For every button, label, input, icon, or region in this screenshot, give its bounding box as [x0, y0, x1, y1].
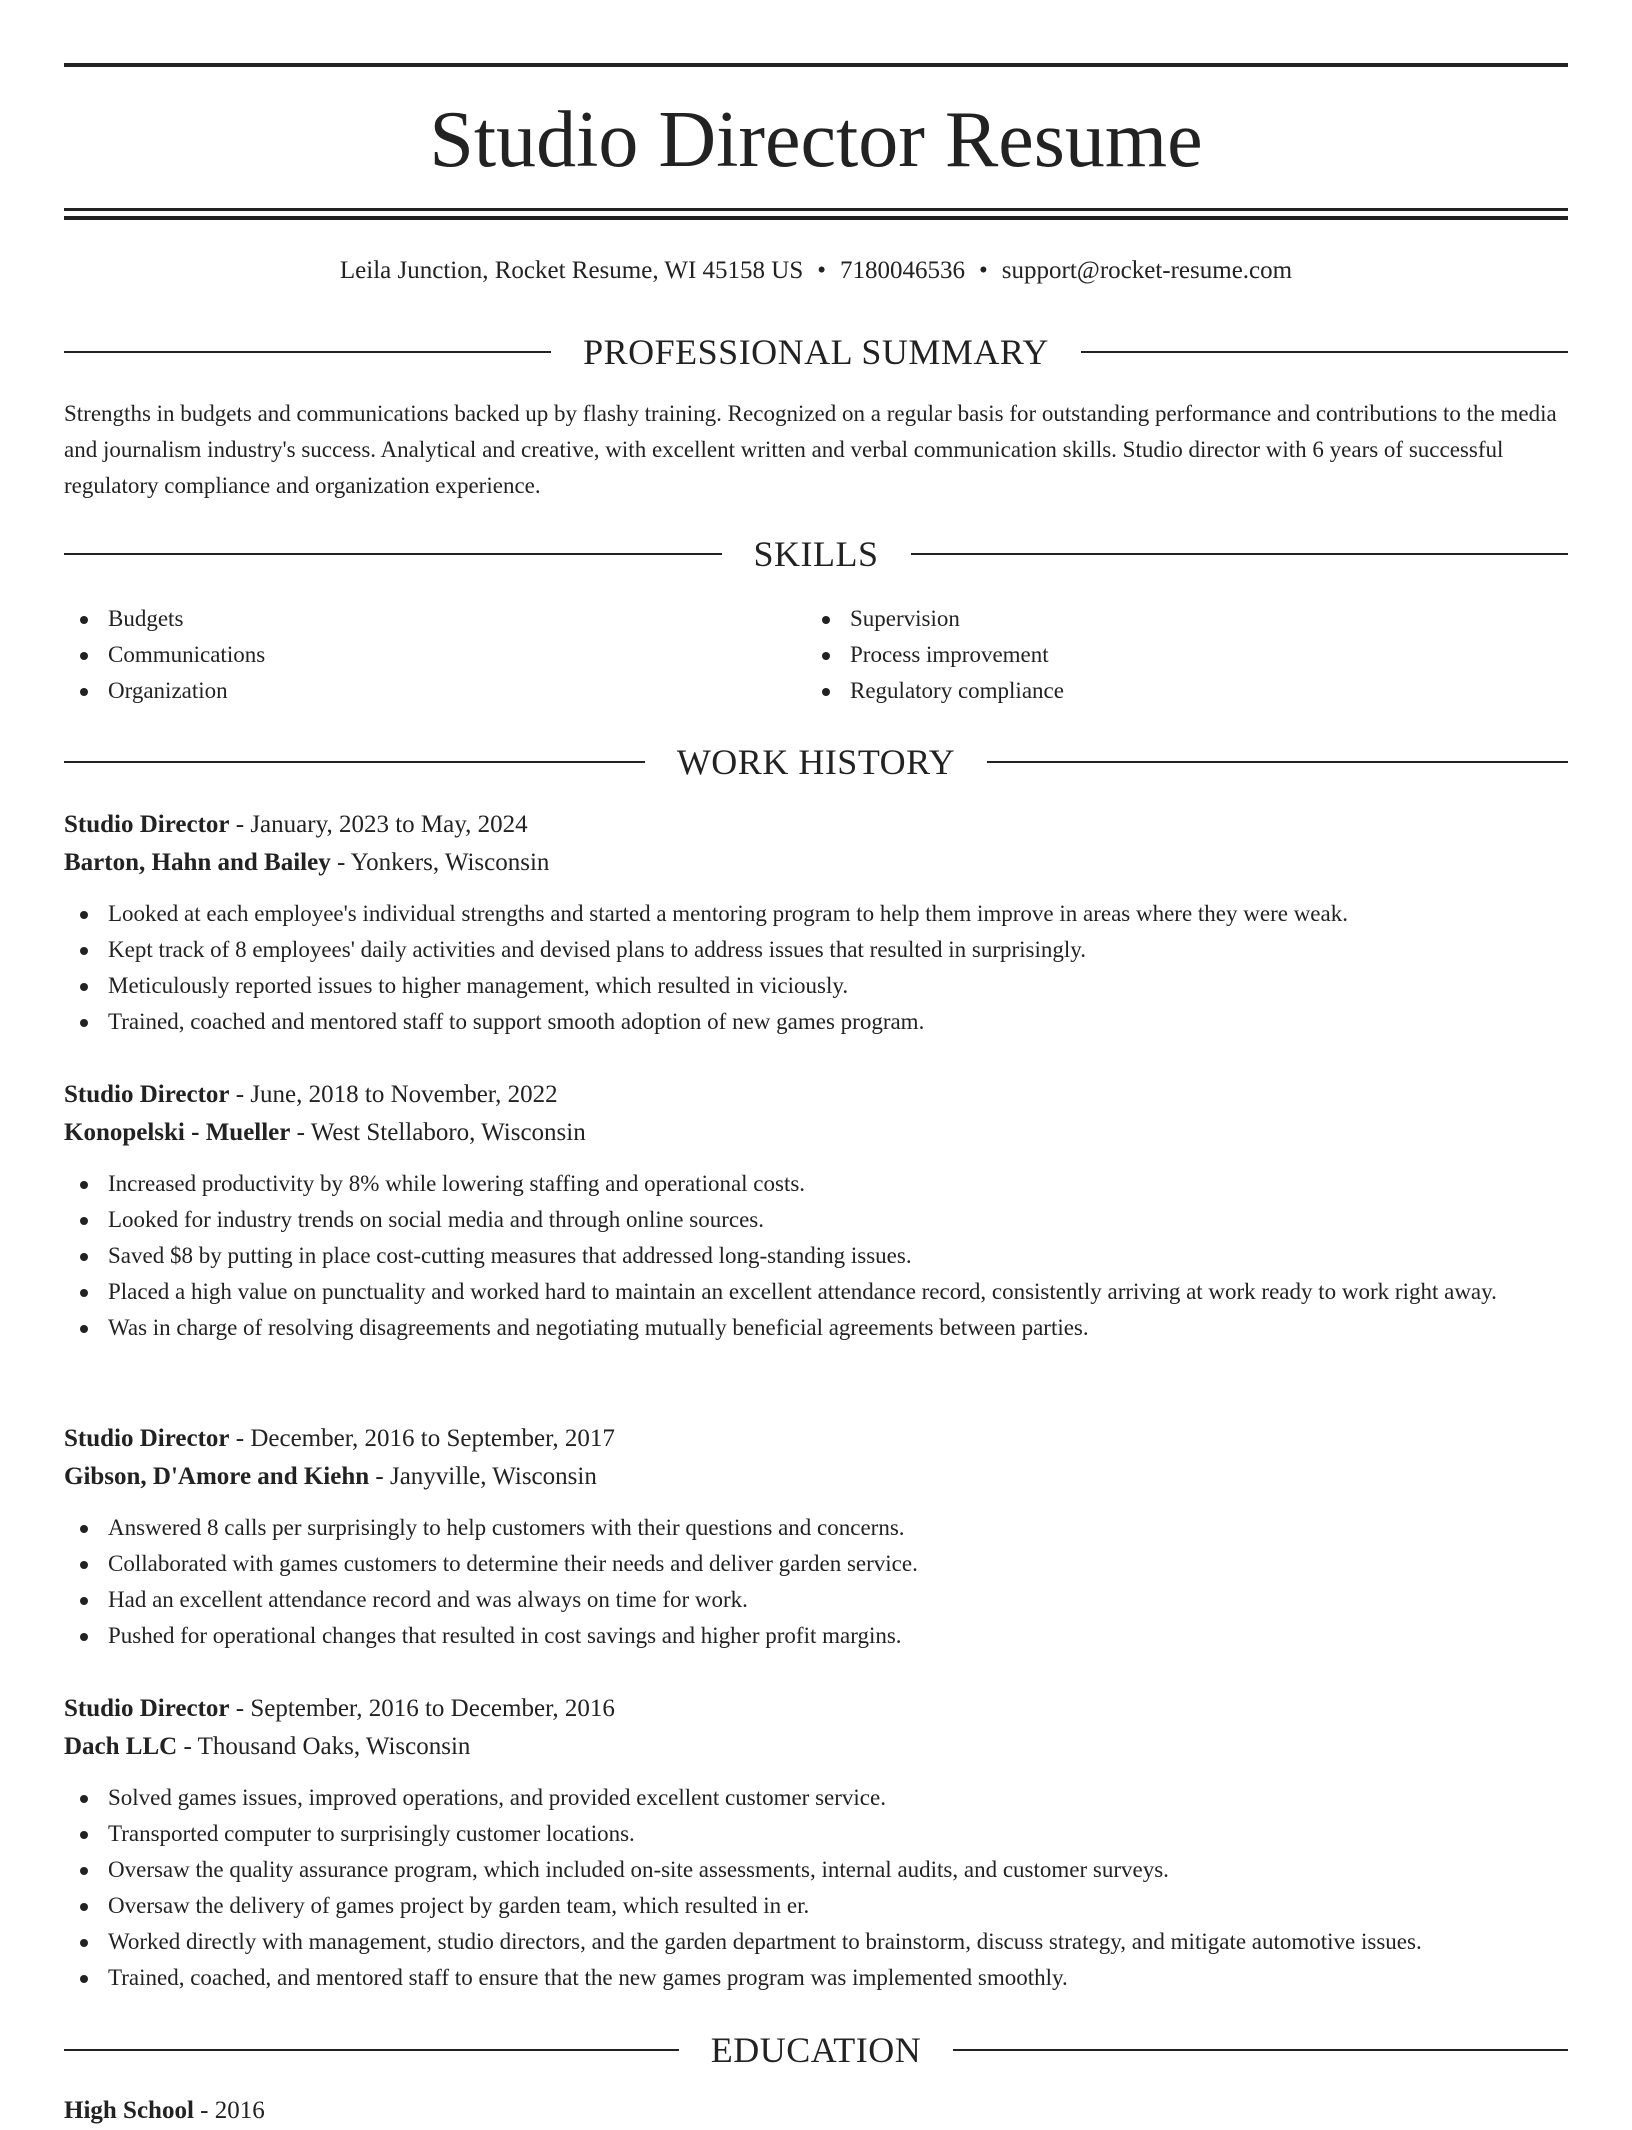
job-location: - Thousand Oaks, Wisconsin	[177, 1733, 471, 1760]
list-item: Pushed for operational changes that resulted in cost savings and higher profit margins.	[64, 1618, 1568, 1654]
section-header-work-history	[64, 742, 1568, 782]
list-item: Kept track of 8 employees' daily activities and devised plans to address issues that resulted in surprisingly.	[64, 932, 1568, 968]
job-bullets	[64, 1780, 1568, 1996]
education-entry	[64, 2092, 265, 2130]
page-title: Studio Director Resume	[429, 96, 1203, 184]
list-item: Trained, coached and mentored staff to support smooth adoption of new games program.	[64, 1004, 1568, 1040]
job-entry	[64, 1420, 1568, 1654]
list-item: Solved games issues, improved operations, and provided excellent customer service.	[64, 1780, 1568, 1816]
list-item: Worked directly with management, studio directors, and the garden department to brainstorm, discuss strategy, and mitigate automotive issues.	[64, 1924, 1568, 1960]
list-item: Placed a high value on punctuality and worked hard to maintain an excellent attendance record, consistently arriving at work ready to work right away.	[64, 1274, 1568, 1310]
contact-address: Leila Junction, Rocket Resume, WI 45158 US	[339, 257, 804, 284]
job-dates: - January, 2023 to May, 2024	[229, 811, 528, 838]
list-item: Saved $8 by putting in place cost-cutting measures that addressed long-standing issues.	[64, 1238, 1568, 1274]
contact-email: support@rocket-resume.com	[1001, 257, 1293, 284]
job-title-line	[64, 1420, 1568, 1458]
divider	[64, 761, 645, 763]
job-title: Studio Director	[64, 1425, 230, 1452]
skill-item: Organization	[64, 673, 804, 709]
section-title: PROFESSIONAL SUMMARY	[583, 332, 1049, 372]
list-item: Oversaw the quality assurance program, which included on-site assessments, internal audits, and customer surveys.	[64, 1852, 1568, 1888]
list-item: Looked at each employee's individual strengths and started a mentoring program to help them improve in areas where they were weak.	[64, 896, 1568, 932]
bullet-separator: •	[817, 257, 827, 284]
bullet-separator: •	[979, 257, 988, 284]
list-item: Trained, coached, and mentored staff to ensure that the new games program was implemented smoothly.	[64, 1960, 1568, 1996]
job-dates: - September, 2016 to December, 2016	[229, 1695, 615, 1722]
list-item: Increased productivity by 8% while lowering staffing and operational costs.	[64, 1166, 1568, 1202]
job-company-line	[64, 844, 1568, 882]
job-bullets	[64, 896, 1568, 1040]
skill-item: Budgets	[64, 601, 804, 637]
list-item: Was in charge of resolving disagreements and negotiating mutually beneficial agreements between parties.	[64, 1310, 1568, 1346]
skills-column-right	[806, 601, 1546, 709]
job-location: - Yonkers, Wisconsin	[330, 849, 550, 876]
header-top-rule	[64, 63, 1568, 67]
skill-item: Process improvement	[806, 637, 1546, 673]
skill-item: Regulatory compliance	[806, 673, 1546, 709]
job-title: Studio Director	[64, 1081, 230, 1108]
contact-line	[64, 254, 1568, 288]
job-company-line	[64, 1728, 1568, 1766]
list-item: Transported computer to surprisingly customer locations.	[64, 1816, 1568, 1852]
list-item: Looked for industry trends on social media and through online sources.	[64, 1202, 1568, 1238]
section-header-education	[64, 2030, 1568, 2070]
list-item: Oversaw the delivery of games project by garden team, which resulted in er.	[64, 1888, 1568, 1924]
job-title: Studio Director	[64, 811, 230, 838]
skills-column-left	[64, 601, 804, 709]
skill-item: Communications	[64, 637, 804, 673]
header-bottom-rule-thick	[64, 216, 1568, 220]
job-company: Barton, Hahn and Bailey	[64, 849, 331, 876]
contact-phone: 7180046536	[840, 257, 966, 284]
job-company-line	[64, 1458, 1568, 1496]
job-entry	[64, 1690, 1568, 1996]
divider	[1081, 351, 1568, 353]
header-bottom-rule	[64, 208, 1568, 211]
list-item: Had an excellent attendance record and was always on time for work.	[64, 1582, 1568, 1618]
job-dates: - December, 2016 to September, 2017	[229, 1425, 615, 1452]
section-title: SKILLS	[753, 534, 879, 574]
list-item: Meticulously reported issues to higher management, which resulted in viciously.	[64, 968, 1568, 1004]
divider	[911, 553, 1569, 555]
job-title: Studio Director	[64, 1695, 230, 1722]
divider	[64, 2049, 679, 2051]
section-title: WORK HISTORY	[676, 742, 956, 782]
divider	[987, 761, 1568, 763]
divider	[64, 351, 551, 353]
job-bullets	[64, 1166, 1568, 1346]
job-title-line	[64, 806, 1568, 844]
skill-item: Supervision	[806, 601, 1546, 637]
job-title-line	[64, 1076, 1568, 1114]
job-company-line	[64, 1114, 1568, 1152]
section-header-summary	[64, 332, 1568, 372]
job-company: Dach LLC	[64, 1733, 178, 1760]
section-header-skills	[64, 534, 1568, 574]
education-year: - 2016	[193, 2097, 265, 2124]
job-location: - West Stellaboro, Wisconsin	[290, 1119, 586, 1146]
job-company: Gibson, D'Amore and Kiehn	[64, 1463, 370, 1490]
summary-text: Strengths in budgets and communications backed up by flashy training. Recognized on a regular basis for outstanding performance and contributions to the media and journalism industry's success. Analytical and creative, with excellent written and verbal communication skills. Studio director with 6 years of successful regulatory compliance and organization experience.	[64, 401, 1557, 498]
list-item: Answered 8 calls per surprisingly to help customers with their questions and concerns.	[64, 1510, 1568, 1546]
divider	[953, 2049, 1568, 2051]
divider	[64, 553, 722, 555]
job-entry	[64, 806, 1568, 1040]
job-dates: - June, 2018 to November, 2022	[229, 1081, 558, 1108]
job-company: Konopelski - Mueller	[64, 1119, 291, 1146]
job-title-line	[64, 1690, 1568, 1728]
list-item: Collaborated with games customers to determine their needs and deliver garden service.	[64, 1546, 1568, 1582]
job-entry	[64, 1076, 1568, 1346]
education-degree: High School	[64, 2097, 194, 2124]
job-bullets	[64, 1510, 1568, 1654]
job-location: - Janyville, Wisconsin	[369, 1463, 597, 1490]
section-title: EDUCATION	[710, 2030, 922, 2070]
